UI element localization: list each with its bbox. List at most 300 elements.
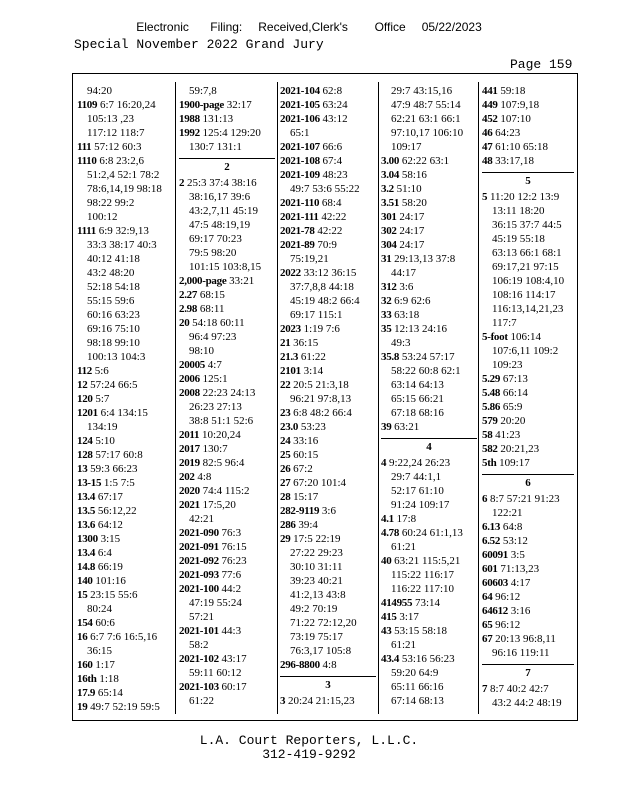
index-entry — [280, 434, 376, 448]
page-line-references: 38:16,17 39:6 — [189, 191, 251, 203]
page-line-references: 68:15 — [199, 289, 225, 301]
index-term: 2.27 — [179, 289, 198, 301]
index-term: 13.5 — [77, 505, 96, 517]
index-entry — [179, 526, 275, 540]
index-entry-continuation — [280, 560, 376, 574]
page-line-references: 24:17 — [399, 225, 425, 237]
page-line-references: 58:22 60:8 62:1 — [391, 365, 461, 377]
page-line-references: 1:19 7:6 — [303, 323, 340, 335]
page-line-references: 5:10 — [95, 435, 115, 447]
index-column-2 — [179, 84, 275, 708]
page-line-references: 6:4 — [97, 547, 112, 559]
index-entry — [280, 140, 376, 154]
page-line-references: 109:23 — [492, 359, 523, 371]
index-entry-continuation — [179, 400, 275, 414]
index-term: 415 — [381, 611, 397, 623]
index-entry — [381, 554, 477, 568]
page-line-references: 3:5 — [510, 549, 525, 561]
index-entry — [179, 456, 275, 470]
index-term: 2 — [179, 177, 185, 189]
page-line-references: 49:7 53:6 55:22 — [290, 183, 360, 195]
page-line-references: 131:13 — [202, 113, 234, 125]
document-title: Special November 2022 Grand Jury — [74, 37, 324, 52]
index-entry — [482, 534, 574, 548]
page-line-references: 101:16 — [95, 575, 126, 587]
page-line-references: 53:23 — [300, 421, 326, 433]
page-line-references: 59:11 60:12 — [189, 667, 242, 679]
page-line-references: 76:3,17 105:8 — [290, 645, 352, 657]
index-entry — [381, 182, 477, 196]
index-entry — [280, 462, 376, 476]
index-term: 3.00 — [381, 155, 400, 167]
index-term: 15 — [77, 589, 88, 601]
index-entry-continuation — [482, 358, 574, 372]
index-entry — [179, 652, 275, 666]
page-line-references: 51:10 — [396, 183, 422, 195]
index-term: 601 — [482, 563, 498, 575]
index-term: 2021-103 — [179, 681, 219, 693]
page-line-references: 25:3 37:4 38:16 — [186, 177, 257, 189]
index-column-3 — [280, 84, 376, 708]
index-term: 160 — [77, 659, 93, 671]
page-line-references: 96:12 — [495, 619, 521, 631]
page-line-references: 6:9 32:9,13 — [98, 225, 149, 237]
page-line-references: 3:6 — [321, 505, 336, 517]
index-entry — [280, 196, 376, 210]
index-term: 48 — [482, 155, 493, 167]
index-term: 43.4 — [381, 653, 400, 665]
index-entry-continuation — [77, 196, 173, 210]
index-term: 449 — [482, 99, 498, 111]
index-term: 12 — [77, 379, 88, 391]
index-entry — [179, 470, 275, 484]
index-entry-continuation — [179, 330, 275, 344]
page-line-references: 125:4 129:20 — [202, 127, 261, 139]
index-term: 16th — [77, 673, 97, 685]
index-entry — [77, 504, 173, 518]
index-entry — [482, 604, 574, 618]
page-line-references: 62:21 63:1 66:1 — [391, 113, 461, 125]
index-entry — [381, 596, 477, 610]
page-line-references: 130:7 131:1 — [189, 141, 242, 153]
page-line-references: 98:22 99:2 — [87, 197, 135, 209]
index-entry-continuation — [381, 638, 477, 652]
page-line-references: 73:14 — [414, 597, 441, 609]
index-entry-continuation — [280, 182, 376, 196]
index-term: 296-8800 — [280, 659, 320, 671]
page-line-references: 51:2,4 52:1 78:2 — [87, 169, 160, 181]
index-entry-continuation — [77, 266, 173, 280]
page-line-references: 134:19 — [87, 421, 118, 433]
index-term: 1900-page — [179, 99, 224, 111]
page-line-references: 61:21 — [391, 639, 417, 651]
index-term: 414955 — [381, 597, 413, 609]
index-entry-continuation — [381, 484, 477, 498]
index-entry — [179, 98, 275, 112]
page-line-references: 66:19 — [97, 561, 123, 573]
page-line-references: 44:2 — [221, 583, 242, 595]
index-term: 46 — [482, 127, 493, 139]
index-entry — [482, 386, 574, 400]
index-entry-continuation — [179, 610, 275, 624]
index-entry — [280, 420, 376, 434]
index-letter-header: 5 — [482, 172, 574, 188]
index-entry — [482, 442, 574, 456]
index-term: 23 — [280, 407, 291, 419]
page-line-references: 27:22 29:23 — [290, 547, 343, 559]
index-entry — [179, 316, 275, 330]
index-entry — [77, 630, 173, 644]
index-entry — [482, 632, 574, 646]
page-line-references: 63:18 — [394, 309, 420, 321]
index-term: 65 — [482, 619, 493, 631]
page-line-references: 47:9 48:7 55:14 — [391, 99, 461, 111]
index-term: 60603 — [482, 577, 509, 589]
page-line-references: 49:2 70:19 — [290, 603, 338, 615]
index-term: 312 — [381, 281, 397, 293]
index-entry-continuation — [179, 246, 275, 260]
page-line-references: 75:19,21 — [290, 253, 329, 265]
index-term: 2021-107 — [280, 141, 320, 153]
index-term: 1109 — [77, 99, 98, 111]
page-line-references: 10:20,24 — [201, 429, 241, 441]
index-entry-continuation — [179, 638, 275, 652]
index-entry — [179, 126, 275, 140]
page-line-references: 67:13 — [502, 373, 528, 385]
index-term: 3 — [280, 695, 286, 707]
page-line-references: 3:15 — [100, 533, 121, 545]
page-line-references: 115:22 116:17 — [391, 569, 455, 581]
index-term: 2021-090 — [179, 527, 219, 539]
index-entry — [482, 190, 574, 204]
index-entry — [482, 618, 574, 632]
index-term: 4 — [381, 457, 387, 469]
page-line-references: 17:5 22:19 — [293, 533, 341, 545]
index-term: 2019 — [179, 457, 200, 469]
page-line-references: 1:17 — [95, 659, 115, 671]
page-line-references: 38:8 51:1 52:6 — [189, 415, 254, 427]
index-entry — [280, 694, 376, 708]
index-term: 282-9119 — [280, 505, 320, 517]
page-line-references: 63:13 66:1 68:1 — [492, 247, 562, 259]
page-line-references: 33:3 38:17 40:3 — [87, 239, 157, 251]
page-line-references: 101:15 103:8,15 — [189, 261, 262, 273]
index-term: 20005 — [179, 359, 206, 371]
index-term: 202 — [179, 471, 195, 483]
index-entry — [77, 392, 173, 406]
page-line-references: 60:6 — [95, 617, 115, 629]
page-line-references: 6:7 16:20,24 — [99, 99, 156, 111]
index-term: 2021-89 — [280, 239, 315, 251]
index-entry — [381, 154, 477, 168]
page-line-references: 39:23 40:21 — [290, 575, 343, 587]
page-line-references: 61:10 65:18 — [495, 141, 549, 153]
index-entry-continuation — [280, 602, 376, 616]
index-entry — [381, 210, 477, 224]
index-entry-continuation — [482, 696, 574, 710]
page-line-references: 65:11 66:16 — [391, 681, 444, 693]
page-line-references: 4:7 — [207, 359, 222, 371]
page-line-references: 24:17 — [399, 239, 425, 251]
index-term: 7 — [482, 683, 488, 695]
index-entry-continuation — [280, 294, 376, 308]
index-term: 32 — [381, 295, 392, 307]
index-entry — [280, 168, 376, 182]
index-term: 2.98 — [179, 303, 198, 315]
index-term: 23.0 — [280, 421, 299, 433]
index-entry-continuation — [482, 302, 574, 316]
page-line-references: 68:4 — [321, 197, 342, 209]
page-line-references: 23:15 55:6 — [90, 589, 138, 601]
page-line-references: 78:6,14,19 98:18 — [87, 183, 162, 195]
page-line-references: 5:7 — [95, 393, 110, 405]
index-entry-continuation — [280, 616, 376, 630]
index-entry-continuation — [482, 218, 574, 232]
index-entry — [482, 84, 574, 98]
page-line-references: 96:12 — [495, 591, 521, 603]
index-entry-continuation — [77, 112, 173, 126]
index-entry-continuation — [179, 190, 275, 204]
page-line-references: 36:15 — [87, 645, 113, 657]
index-entry — [179, 302, 275, 316]
index-term: 5.86 — [482, 401, 501, 413]
index-entry-continuation — [482, 288, 574, 302]
index-term: 579 — [482, 415, 498, 427]
index-entry — [77, 140, 173, 154]
index-entry — [77, 378, 173, 392]
page-line-references: 59:18 — [500, 85, 526, 97]
index-entry — [77, 672, 173, 686]
page-line-references: 71:13,23 — [500, 563, 540, 575]
index-term: 5th — [482, 457, 497, 469]
index-entry — [179, 386, 275, 400]
index-entry-continuation — [179, 84, 275, 98]
index-term: 4.78 — [381, 527, 400, 539]
index-term: 17.9 — [77, 687, 96, 699]
index-entry-continuation — [280, 574, 376, 588]
page-line-references: 20:13 96:8,11 — [495, 633, 556, 645]
page-line-references: 96:16 119:11 — [492, 647, 550, 659]
page-line-references: 36:15 — [293, 337, 319, 349]
index-entry-continuation — [179, 232, 275, 246]
index-entry — [280, 378, 376, 392]
index-entry — [381, 322, 477, 336]
index-entry-continuation — [381, 582, 477, 596]
index-term: 6.52 — [482, 535, 501, 547]
page-line-references: 26:23 27:13 — [189, 401, 242, 413]
index-term: 5.29 — [482, 373, 501, 385]
index-entry-continuation — [77, 350, 173, 364]
page-line-references: 30:10 31:11 — [290, 561, 343, 573]
page-line-references: 117:12 118:7 — [87, 127, 145, 139]
index-entry — [280, 266, 376, 280]
page-line-references: 109:17 — [499, 457, 530, 469]
index-term: 2017 — [179, 443, 200, 455]
page-line-references: 63:21 115:5,21 — [394, 555, 461, 567]
page-line-references: 74:4 115:2 — [202, 485, 250, 497]
index-term: 286 — [280, 519, 296, 531]
index-term: 5-foot — [482, 331, 508, 343]
index-term: 13.6 — [77, 519, 96, 531]
page-line-references: 8:7 57:21 91:23 — [489, 493, 560, 505]
page-line-references: 29:13,13 37:8 — [394, 253, 456, 265]
page-line-references: 116:22 117:10 — [391, 583, 455, 595]
page-line-references: 58:2 — [189, 639, 209, 651]
page-line-references: 61:21 — [391, 541, 417, 553]
index-entry-continuation — [381, 470, 477, 484]
page-line-references: 43:12 — [322, 113, 348, 125]
index-entry — [381, 456, 477, 470]
index-entry — [381, 350, 477, 364]
index-entry — [179, 442, 275, 456]
page-line-references: 100:13 104:3 — [87, 351, 146, 363]
page-line-references: 33:12 36:15 — [303, 267, 357, 279]
page-line-references: 47:19 55:24 — [189, 597, 242, 609]
index-letter-header: 7 — [482, 664, 574, 680]
page-line-references: 97:10,17 106:10 — [391, 127, 464, 139]
index-term: 2021-108 — [280, 155, 320, 167]
index-term: 2021-101 — [179, 625, 219, 637]
index-entry-continuation — [77, 280, 173, 294]
index-entry-continuation — [280, 644, 376, 658]
index-entry — [280, 84, 376, 98]
page-line-references: 117:7 — [492, 317, 517, 329]
page-line-references: 20:24 21:15,23 — [287, 695, 355, 707]
index-letter-header: 3 — [280, 676, 376, 692]
index-entry — [482, 590, 574, 604]
index-term: 2023 — [280, 323, 301, 335]
page-line-references: 60:16 63:23 — [87, 309, 140, 321]
page-line-references: 33:16 — [293, 435, 319, 447]
index-entry — [482, 140, 574, 154]
index-entry-continuation — [280, 252, 376, 266]
index-entry-continuation — [482, 646, 574, 660]
page-line-references: 44:3 — [221, 625, 242, 637]
index-term: 302 — [381, 225, 397, 237]
index-entry-continuation — [179, 512, 275, 526]
page-line-references: 6:8 23:2,6 — [99, 155, 144, 167]
index-entry-continuation — [77, 238, 173, 252]
page-line-references: 57:17 60:8 — [95, 449, 143, 461]
page-line-references: 33:17,18 — [495, 155, 534, 167]
column-divider — [175, 82, 176, 714]
index-term: 2021-102 — [179, 653, 219, 665]
page-line-references: 77:6 — [221, 569, 242, 581]
index-entry-continuation — [77, 644, 173, 658]
index-term: 21 — [280, 337, 291, 349]
index-entry-continuation — [179, 140, 275, 154]
index-entry-continuation — [179, 414, 275, 428]
index-entry-continuation — [77, 308, 173, 322]
page-line-references: 63:14 64:13 — [391, 379, 444, 391]
index-entry-continuation — [77, 126, 173, 140]
index-entry-continuation — [179, 344, 275, 358]
page-line-references: 106:19 108:4,10 — [492, 275, 565, 287]
page-line-references: 62:22 63:1 — [401, 155, 450, 167]
index-term: 304 — [381, 239, 397, 251]
index-term: 1988 — [179, 113, 200, 125]
index-entry-continuation — [280, 126, 376, 140]
index-entry — [77, 364, 173, 378]
page-line-references: 3:17 — [399, 611, 419, 623]
index-term: 2101 — [280, 365, 301, 377]
index-term: 2008 — [179, 387, 200, 399]
index-entry-continuation — [381, 406, 477, 420]
page-line-references: 67:2 — [293, 463, 313, 475]
index-entry — [77, 532, 173, 546]
index-term: 301 — [381, 211, 397, 223]
index-entry — [77, 686, 173, 700]
index-term: 120 — [77, 393, 93, 405]
index-entry — [482, 372, 574, 386]
index-term: 6 — [482, 493, 488, 505]
index-entry-continuation — [482, 274, 574, 288]
index-entry-continuation — [77, 420, 173, 434]
page-line-references: 59:20 64:9 — [391, 667, 439, 679]
page-line-references: 66:14 — [502, 387, 528, 399]
page-line-references: 8:7 40:2 42:7 — [489, 683, 549, 695]
index-column-4 — [381, 84, 477, 708]
index-term: 2021-091 — [179, 541, 219, 553]
index-entry — [179, 680, 275, 694]
column-divider — [378, 82, 379, 714]
page-line-references: 71:22 72:12,20 — [290, 617, 357, 629]
page-line-references: 5:6 — [94, 365, 109, 377]
page-line-references: 63:21 — [394, 421, 420, 433]
index-term: 2011 — [179, 429, 200, 441]
page-line-references: 60:17 — [221, 681, 247, 693]
index-term: 2021-093 — [179, 569, 219, 581]
index-term: 2021-78 — [280, 225, 315, 237]
index-term: 2021-105 — [280, 99, 320, 111]
index-entry-continuation — [381, 666, 477, 680]
index-entry — [280, 322, 376, 336]
page-line-references: 98:10 — [189, 345, 215, 357]
index-entry — [280, 504, 376, 518]
index-entry — [482, 98, 574, 112]
page-line-references: 58:20 — [401, 197, 427, 209]
page-line-references: 20:20 — [500, 415, 526, 427]
index-entry — [482, 492, 574, 506]
index-entry — [482, 400, 574, 414]
page-line-references: 108:16 114:17 — [492, 289, 556, 301]
index-entry — [77, 518, 173, 532]
index-term: 31 — [381, 253, 392, 265]
index-entry — [179, 112, 275, 126]
index-term: 2020 — [179, 485, 200, 497]
index-entry — [381, 280, 477, 294]
index-entry — [482, 576, 574, 590]
index-entry-continuation — [280, 630, 376, 644]
index-term: 441 — [482, 85, 498, 97]
index-entry-continuation — [77, 84, 173, 98]
page-line-references: 37:7,8,8 44:18 — [290, 281, 354, 293]
page-line-references: 106:14 — [510, 331, 542, 343]
page-line-references: 32:17 — [226, 99, 252, 111]
page-line-references: 6:8 48:2 66:4 — [293, 407, 352, 419]
index-entry — [381, 252, 477, 266]
index-entry — [381, 308, 477, 322]
court-reporter-name: L.A. Court Reporters, L.L.C. — [199, 733, 419, 748]
page-line-references: 52:17 61:10 — [391, 485, 444, 497]
index-entry — [77, 224, 173, 238]
index-term: 13 — [77, 463, 88, 475]
page-line-references: 29:7 44:1,1 — [391, 471, 442, 483]
index-entry-continuation — [179, 260, 275, 274]
index-entry — [77, 448, 173, 462]
index-entry-continuation — [381, 140, 477, 154]
page-line-references: 82:5 96:4 — [202, 457, 245, 469]
